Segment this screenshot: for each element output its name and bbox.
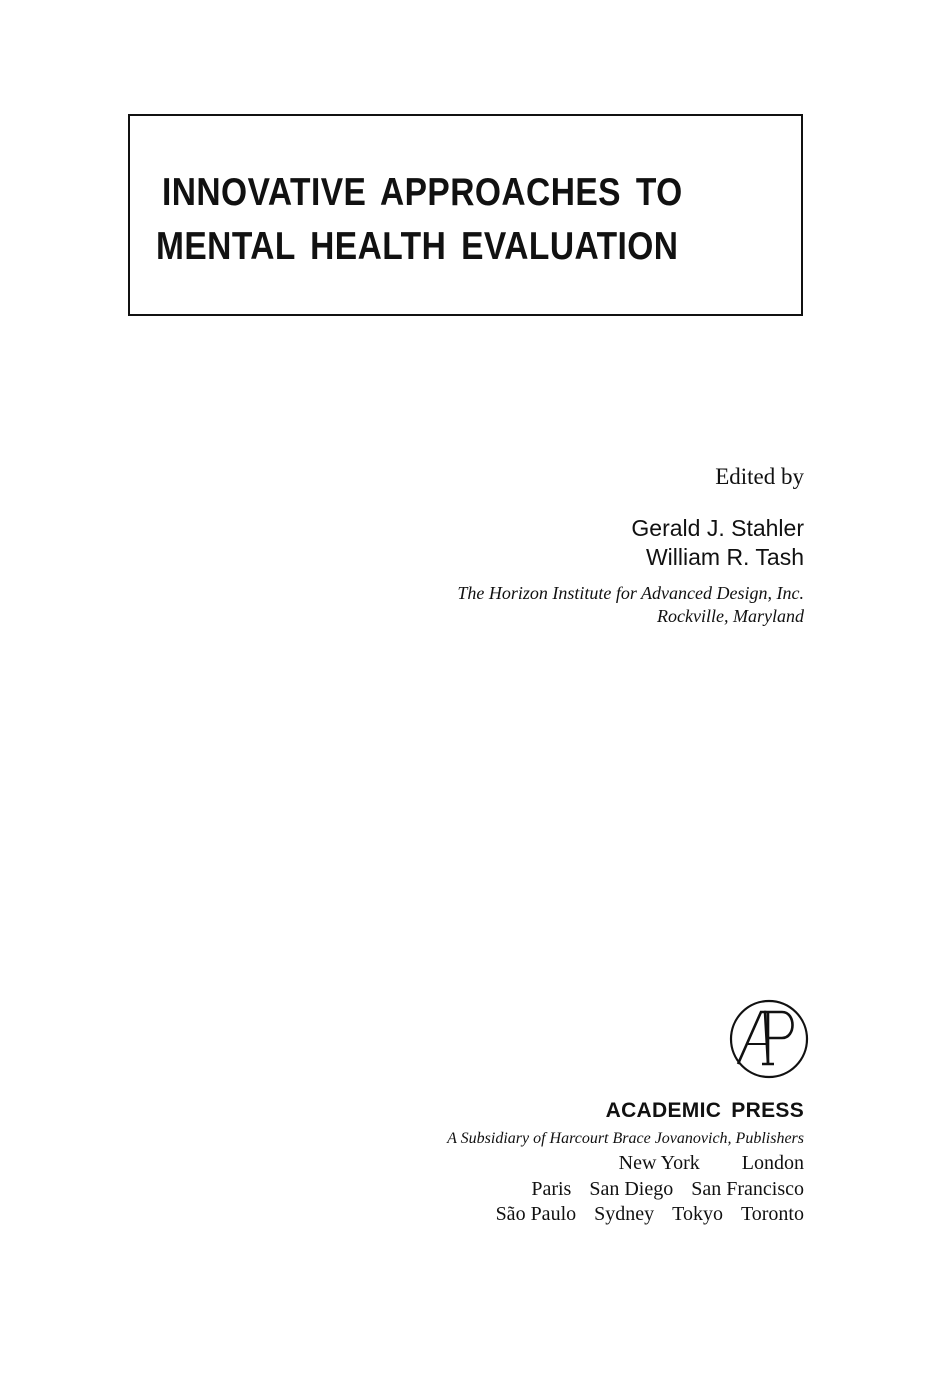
publisher-name: ACADEMIC PRESS [605, 1099, 804, 1122]
editor-name: William R. Tash [645, 544, 804, 570]
city: New York [618, 1152, 700, 1174]
city-row [601, 1152, 804, 1175]
academic-press-logo-icon [728, 998, 810, 1080]
city-row [513, 1178, 804, 1201]
publisher-subsidiary: A Subsidiary of Harcourt Brace Jovanovich, Publishers [447, 1130, 804, 1147]
institution-name: The Horizon Institute for Advanced Design, Inc. [457, 583, 804, 603]
editor-name: Gerald J. Stahler [631, 515, 804, 541]
city: San Francisco [691, 1178, 804, 1200]
book-title-line-1: INNOVATIVE APPROACHES TO [162, 171, 683, 214]
city: Paris [531, 1178, 572, 1200]
institution-location: Rockville, Maryland [657, 606, 804, 626]
city: Toronto [740, 1203, 804, 1225]
city: Sydney [594, 1203, 655, 1225]
city: San Diego [589, 1178, 674, 1200]
city-row [478, 1203, 804, 1226]
city: São Paulo [495, 1203, 577, 1225]
city: London [741, 1152, 804, 1174]
title-box [128, 114, 803, 316]
edited-by-label: Edited by [715, 464, 804, 489]
book-title-line-2: MENTAL HEALTH EVALUATION [156, 225, 679, 268]
city: Tokyo [672, 1203, 723, 1225]
